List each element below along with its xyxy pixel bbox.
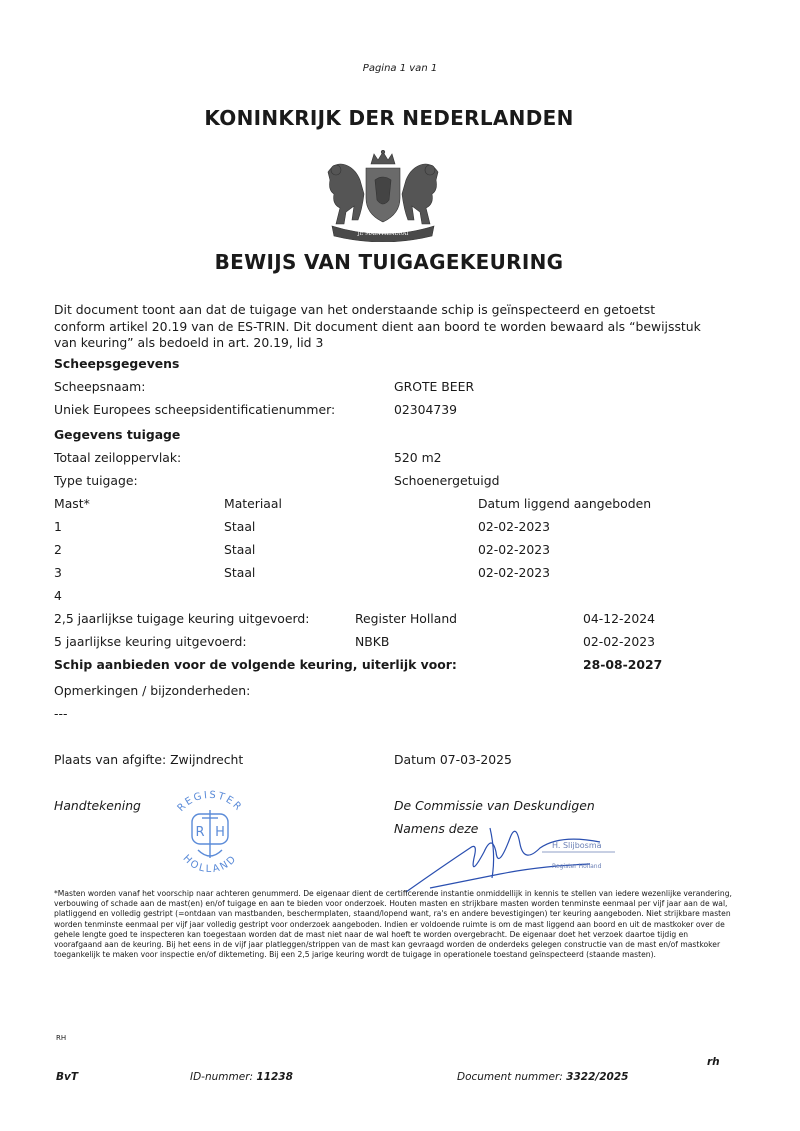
- mast-number: 4: [54, 588, 62, 603]
- inspection-25-label: 2,5 jaarlijkse tuigage keuring uitgevoerd:: [54, 611, 310, 626]
- document-number-label: Document nummer:: [457, 1071, 567, 1083]
- initials-small: RH: [56, 1034, 67, 1042]
- place-of-issue: Plaats van afgifte: Zwijndrecht: [54, 752, 244, 767]
- next-inspection-date: 28-08-2027: [583, 657, 663, 672]
- inspection-25-date: 04-12-2024: [583, 611, 656, 626]
- register-holland-seal-icon: [160, 786, 260, 876]
- issue-date: Datum 07-03-2025: [394, 752, 512, 767]
- ship-name-value: GROTE BEER: [394, 379, 475, 394]
- inspection-5-date: 02-02-2023: [583, 634, 656, 649]
- mast-number: 3: [54, 565, 62, 580]
- seal-top-text: REGISTER: [175, 789, 245, 814]
- next-inspection-label: Schip aanbieden voor de volgende keuring, uiterlijk voor:: [54, 657, 457, 672]
- inspection-5-label: 5 jaarlijkse keuring uitgevoerd:: [54, 634, 247, 649]
- date-column-header: Datum liggend aangeboden: [478, 496, 652, 511]
- inspection-25-by: Register Holland: [355, 611, 458, 626]
- initials-right: rh: [707, 1056, 720, 1068]
- footnote: *Masten worden vanaf het voorschip naar achteren genummerd. De eigenaar dient de certificerende instantie onmiddellijk in kennis te stellen van iedere wezenlijke verandering, verbouwing of schade aan de mast(en) en/of tuigage en aan te bieden voor onderzoek. Houten masten en strijkbare masten worden tenminste eenmaal per vijf jaar aan de wal, platliggend en volledig gestript (=ontdaan van mastbanden, beschermplaten, staand/lopend want, ra's en andere bevestigingen) ter keuring aangeboden. Niet strijkbare masten worden tenminste eenmaal per vijf jaar volledig gestript voor onderzoek aangeboden. Indien er voldoende ruimte is om de mast liggend aan boord en uit de mastkoker over de gehele lengte goed te inspecteren kan toegestaan worden dat de mast niet naar de wal hoeft te worden overgebracht. De eigenaar doet het verzoek daartoe tijdig en voorafgaand aan de keuring. Bij het eens in de vijf jaar platleggen/strippen van de mast kan gevraagd worden de onderdeks gelegen constructie van de mast en/of mastkoker toegankelijk te maken voor inspectie en/of diktemeting. Bij een 2,5 jarige keuring wordt de tuigage in operationele toestand geïnspecteerd (staande masten).: [54, 889, 732, 960]
- mast-material: Staal: [224, 565, 256, 580]
- crest-motto: JE MAINTIENDRAI: [357, 231, 409, 237]
- rigging-type-label: Type tuigage:: [54, 473, 138, 488]
- signature-label: Handtekening: [54, 798, 141, 813]
- signature-stamp-name: H. Slijbosma: [552, 841, 602, 850]
- intro-paragraph: Dit document toont aan dat de tuigage van het onderstaande schip is geïnspecteerd en getoetst conform artikel 20.19 van de ES-TRIN. Dit document dient aan boord te worden bewaard als “bewijsstuk van keuring” als bedoeld in art. 20.19, lid 3: [54, 302, 701, 350]
- royal-coat-of-arms-icon: [322, 150, 444, 242]
- id-number-value: 11238: [256, 1071, 293, 1083]
- document-number-value: 3322/2025: [566, 1071, 629, 1083]
- mast-number: 1: [54, 519, 62, 534]
- page-number: Pagina 1 van 1: [362, 63, 438, 74]
- on-behalf-label: Namens deze: [394, 821, 479, 836]
- inspection-5-by: NBKB: [355, 634, 390, 649]
- rigging-type-value: Schoenergetuigd: [394, 473, 500, 488]
- mast-number: 2: [54, 542, 62, 557]
- ship-name-label: Scheepsnaam:: [54, 379, 146, 394]
- mast-date: 02-02-2023: [478, 542, 551, 557]
- mast-material: Staal: [224, 542, 256, 557]
- sail-area-label: Totaal zeiloppervlak:: [54, 450, 182, 465]
- ship-id-label: Uniek Europees scheepsidentificatienummer:: [54, 402, 336, 417]
- material-column-header: Materiaal: [224, 496, 282, 511]
- id-number: [190, 1071, 293, 1083]
- remarks-value: ---: [54, 706, 68, 721]
- mast-material: Staal: [224, 519, 256, 534]
- section-ship-heading: Scheepsgegevens: [54, 356, 180, 371]
- seal-bottom-text: HOLLAND: [180, 853, 240, 876]
- document-number: [457, 1071, 628, 1083]
- mast-date: 02-02-2023: [478, 519, 551, 534]
- ship-id-value: 02304739: [394, 402, 458, 417]
- mast-date: 02-02-2023: [478, 565, 551, 580]
- seal-letter-h: H: [215, 825, 225, 840]
- mast-column-header: Mast*: [54, 496, 90, 511]
- document-subtitle: BEWIJS VAN TUIGAGEKEURING: [214, 250, 564, 274]
- section-rigging-heading: Gegevens tuigage: [54, 427, 181, 442]
- department-code: BvT: [56, 1071, 79, 1083]
- signature-stamp-org: Register Holland: [552, 863, 602, 870]
- remarks-label: Opmerkingen / bijzonderheden:: [54, 683, 251, 698]
- handwritten-signature-icon: [400, 808, 625, 900]
- id-number-label: ID-nummer:: [190, 1071, 257, 1083]
- document-title: KONINKRIJK DER NEDERLANDEN: [204, 106, 574, 130]
- sail-area-value: 520 m2: [394, 450, 442, 465]
- commission-label: De Commissie van Deskundigen: [394, 798, 595, 813]
- seal-letter-r: R: [195, 825, 205, 840]
